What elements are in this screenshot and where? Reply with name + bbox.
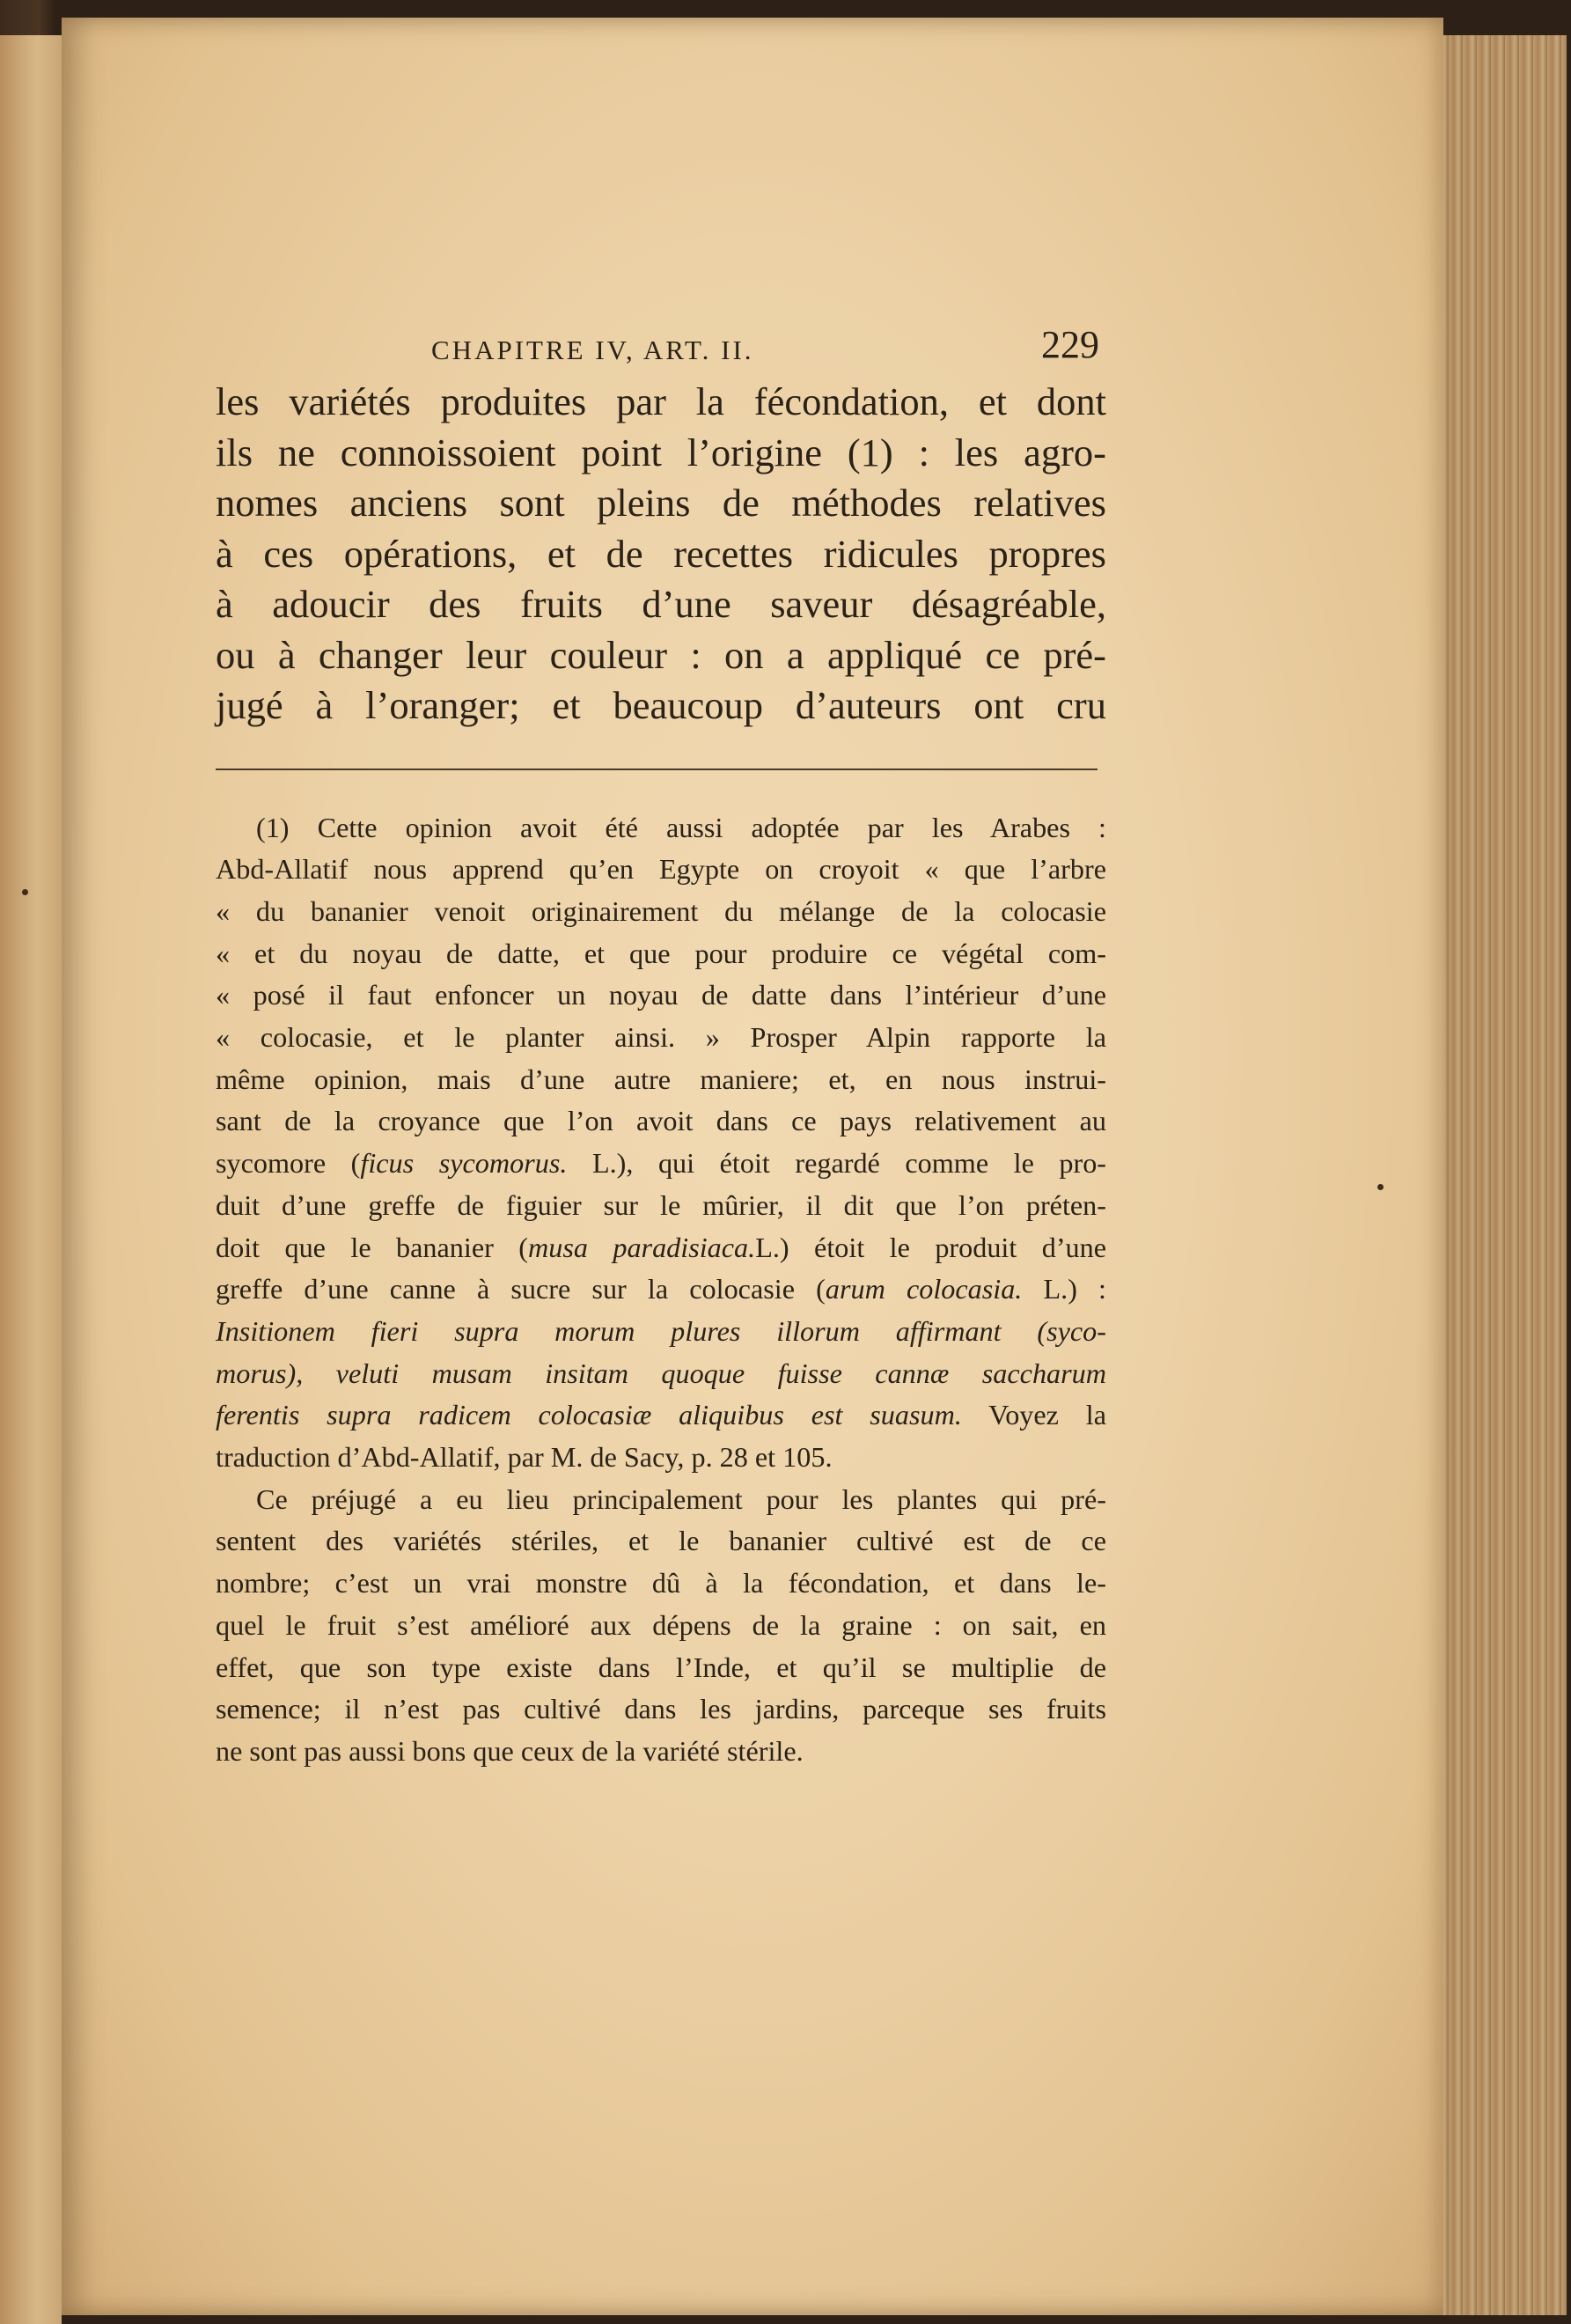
footnote-paragraph-line: quel le fruit s’est amélioré aux dépens de la graine : on sait, en xyxy=(216,1608,1106,1641)
main-text-line: jugé à l’oranger; et beaucoup d’auteurs ont cru xyxy=(216,683,1106,727)
paper-speck xyxy=(1377,1184,1384,1190)
main-text-line: nomes anciens sont pleins de méthodes relatives xyxy=(216,481,1106,525)
page-text-block xyxy=(216,323,1107,1773)
footnote-line: duit d’une greffe de figuier sur le mûrier, il dit que l’on préten- xyxy=(216,1188,1106,1221)
footnote-line xyxy=(216,1394,1106,1437)
footnote-block xyxy=(216,807,1106,1773)
footnote-line xyxy=(216,1227,1106,1269)
footnote-line xyxy=(216,1269,1106,1311)
footnote-line: même opinion, mais d’une autre maniere; et, en nous instrui- xyxy=(216,1063,1106,1095)
footnote-text: L.) étoit le produit d’une xyxy=(755,1231,1107,1263)
footnote-paragraph-line: sentent des variétés stériles, et le bananier cultivé est de ce xyxy=(216,1525,1106,1557)
footnote-text: doit que le bananier ( xyxy=(216,1231,528,1263)
footnote-text: L.) : xyxy=(1022,1273,1106,1305)
running-head xyxy=(216,323,1106,377)
main-text-line: les variétés produites par la fécondation, et dont xyxy=(216,379,1106,423)
main-text-line: à ces opérations, et de recettes ridicules propres xyxy=(216,531,1106,576)
footnote-text: sycomore ( xyxy=(216,1147,361,1180)
footnote-italic-name: arum colocasia. xyxy=(825,1273,1023,1305)
running-head-title: CHAPITRE IV, ART. II. xyxy=(431,335,754,365)
footnote-line: (1) Cette opinion avoit été aussi adoptée par les Arabes : xyxy=(256,811,1106,843)
footnote-line: « posé il faut enfoncer un noyau de datte dans l’intérieur d’une xyxy=(216,979,1106,1011)
footnote-line: « colocasie, et le planter ainsi. » Prosper Alpin rapporte la xyxy=(216,1021,1106,1054)
footnote-paragraph-line: semence; il n’est pas cultivé dans les jardins, parceque ses fruits xyxy=(216,1693,1106,1725)
main-text xyxy=(216,377,1106,732)
footnote-line: sant de la croyance que l’on avoit dans ce pays relativement au xyxy=(216,1105,1106,1137)
footnote-italic-name: ficus sycomorus. xyxy=(360,1147,568,1180)
footnote-paragraph-line: nombre; c’est un vrai monstre dû à la fécondation, et dans le- xyxy=(216,1567,1106,1600)
footnote-italic-name: musa paradisiaca. xyxy=(527,1231,756,1263)
page-stack-edges xyxy=(1435,35,1567,2315)
footnote-separator-rule xyxy=(216,769,1097,770)
footnote-line: « et du noyau de datte, et que pour produire ce végétal com- xyxy=(216,937,1106,969)
footnote-paragraph-line: Ce préjugé a eu lieu principalement pour les plantes qui pré- xyxy=(256,1482,1106,1515)
footnote-latin-quote-line: Insitionem fieri supra morum plures illorum affirmant (syco- xyxy=(216,1314,1106,1347)
footnote-paragraph-line: ne sont pas aussi bons que ceux de la variété stérile. xyxy=(216,1734,804,1767)
main-text-line: ils ne connoissoient point l’origine (1) : les agro- xyxy=(216,430,1106,474)
paper-speck xyxy=(22,889,28,895)
footnote-line xyxy=(216,1143,1106,1185)
main-text-line: à adoucir des fruits d’une saveur désagréable, xyxy=(216,582,1106,626)
footnote-latin-quote-line: morus), veluti musam insitam quoque fuisse cannæ saccharum xyxy=(216,1357,1106,1389)
footnote-line: traduction d’Abd-Allatif, par M. de Sacy, p. 28 et 105. xyxy=(216,1441,833,1474)
footnote-paragraph-line: effet, que son type existe dans l’Inde, et qu’il se multiplie de xyxy=(216,1651,1106,1683)
main-text-line: ou à changer leur couleur : on a appliqué ce pré- xyxy=(216,632,1106,677)
footnote-text: L.), qui étoit regardé comme le pro- xyxy=(567,1147,1107,1180)
footnote-latin-quote: ferentis supra radicem colocasiæ aliquibus est suasum. xyxy=(216,1399,962,1431)
page-number: 229 xyxy=(1041,323,1099,366)
footnote-text: greffe d’une canne à sucre sur la colocasie ( xyxy=(216,1273,826,1305)
footnote-line: « du bananier venoit originairement du mélange de la colocasie xyxy=(216,894,1106,927)
facing-page-edge xyxy=(0,35,62,2324)
footnote-text: Voyez la xyxy=(961,1399,1106,1431)
footnote-line: Abd-Allatif nous apprend qu’en Egypte on croyoit « que l’arbre xyxy=(216,853,1106,886)
